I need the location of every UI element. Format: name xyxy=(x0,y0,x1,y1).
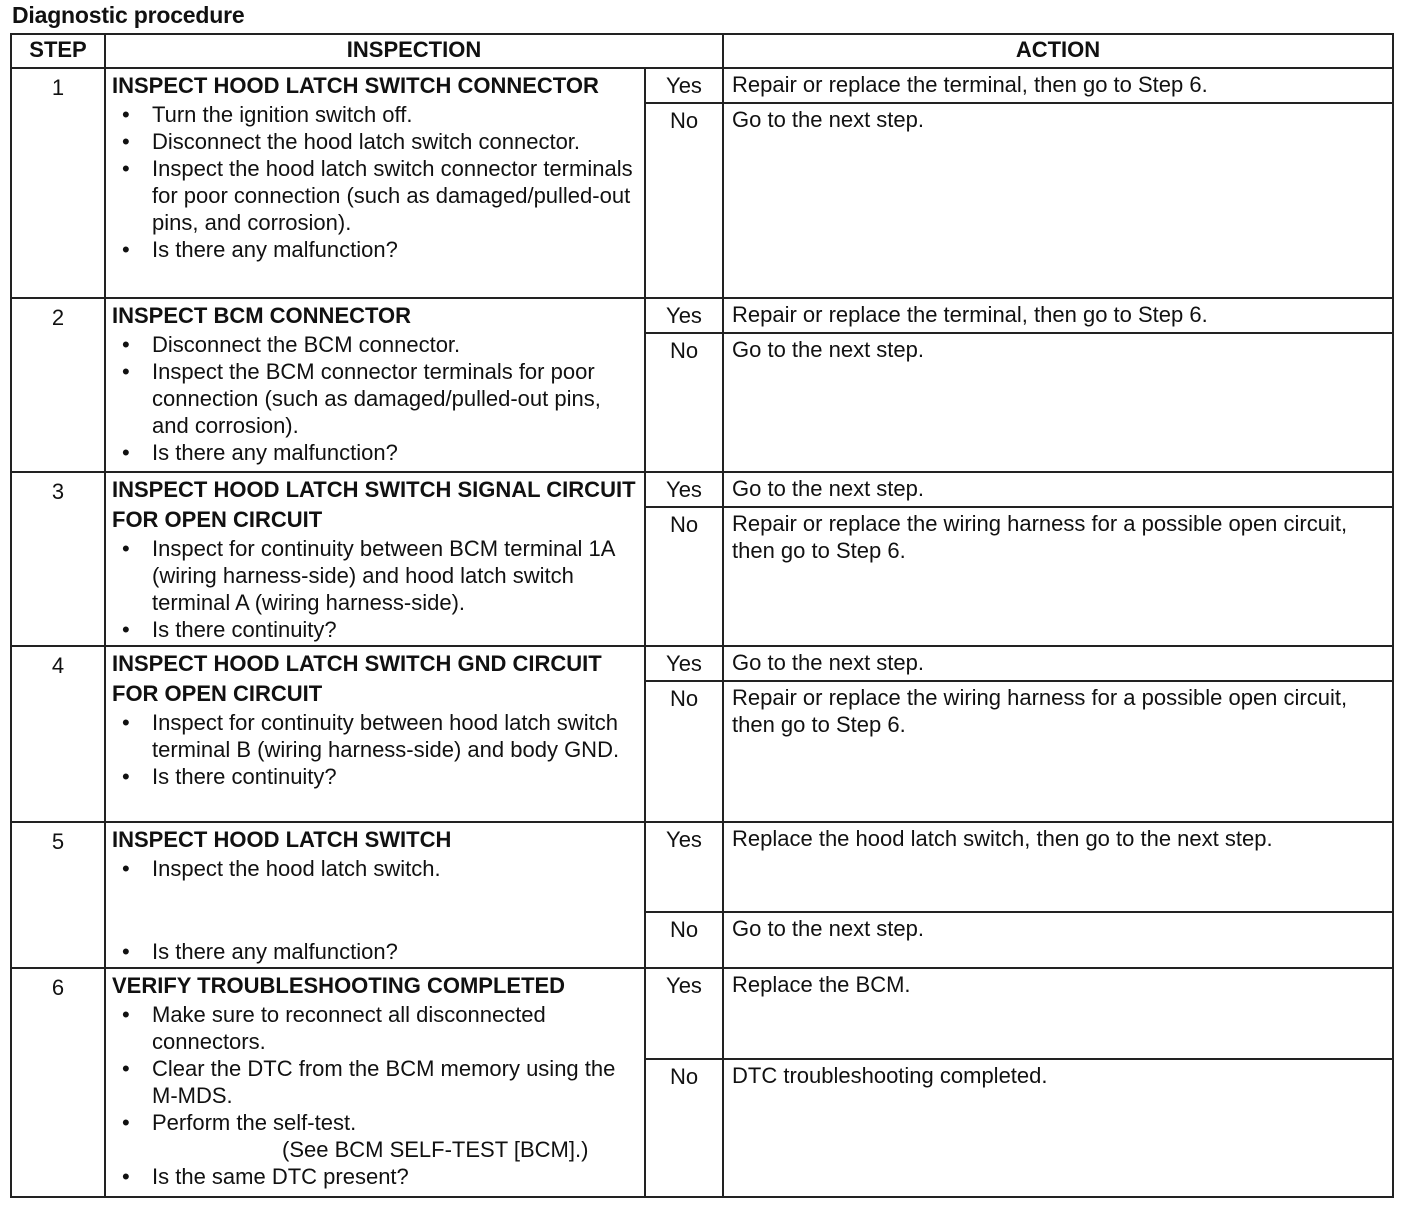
inspection-bullet: • Inspect for continuity between hood latch switch terminal B (wiring harness-side) and body GND. xyxy=(152,709,636,763)
step-number: 1 xyxy=(11,68,105,298)
yes-label: Yes xyxy=(645,472,723,507)
inspection-bullet xyxy=(152,1109,636,1163)
inspection-bullet: • Disconnect the hood latch switch connector. xyxy=(152,128,636,155)
inspection-bullet: • Inspect for continuity between BCM terminal 1A (wiring harness-side) and hood latch switch terminal A (wiring harness-side). xyxy=(152,535,636,616)
inspection-cell xyxy=(105,968,645,1197)
step-number: 3 xyxy=(11,472,105,646)
inspection-heading: INSPECT HOOD LATCH SWITCH SIGNAL CIRCUIT FOR OPEN CIRCUIT xyxy=(112,477,636,532)
no-action: Go to the next step. xyxy=(723,912,1393,968)
yes-action: Go to the next step. xyxy=(723,472,1393,507)
table-row xyxy=(11,68,1393,103)
step-number: 2 xyxy=(11,298,105,472)
inspection-cell xyxy=(105,822,645,968)
inspection-bullet: • Is there any malfunction? xyxy=(152,938,398,965)
inspection-bullet: • Make sure to reconnect all disconnected connectors. xyxy=(152,1001,636,1055)
yes-action: Repair or replace the terminal, then go to Step 6. xyxy=(723,298,1393,333)
inspection-heading: VERIFY TROUBLESHOOTING COMPLETED xyxy=(112,973,566,998)
inspection-bullet: • Is there any malfunction? xyxy=(152,439,636,466)
inspection-cell xyxy=(105,472,645,646)
diagnostic-table xyxy=(10,33,1394,1198)
no-action: DTC troubleshooting completed. xyxy=(723,1059,1393,1197)
yes-action: Replace the hood latch switch, then go to the next step. xyxy=(723,822,1393,912)
yes-label: Yes xyxy=(645,298,723,333)
see-reference: (See BCM SELF-TEST [BCM].) xyxy=(282,1137,589,1162)
no-action: Go to the next step. xyxy=(723,333,1393,472)
table-row xyxy=(11,822,1393,912)
no-action: Go to the next step. xyxy=(723,103,1393,298)
table-row xyxy=(11,968,1393,1059)
inspection-bullet: • Inspect the hood latch switch connector terminals for poor connection (such as damaged/pulled-out pins, and corrosion). xyxy=(152,155,636,236)
yes-label: Yes xyxy=(645,968,723,1059)
inspection-bullet: • Is there continuity? xyxy=(152,616,636,643)
inspection-bullet: • Turn the ignition switch off. xyxy=(152,101,636,128)
inspection-cell xyxy=(105,68,645,298)
no-label: No xyxy=(645,681,723,822)
no-action: Repair or replace the wiring harness for a possible open circuit, then go to Step 6. xyxy=(723,681,1393,822)
inspection-bullet: • Inspect the hood latch switch. xyxy=(152,855,636,882)
yes-label: Yes xyxy=(645,822,723,912)
inspection-heading: INSPECT HOOD LATCH SWITCH GND CIRCUIT FOR OPEN CIRCUIT xyxy=(112,651,602,706)
header-inspection: INSPECTION xyxy=(105,34,723,68)
inspection-heading: INSPECT BCM CONNECTOR xyxy=(112,303,412,328)
inspection-bullet: • Is there continuity? xyxy=(152,763,636,790)
table-row xyxy=(11,472,1393,507)
inspection-cell xyxy=(105,298,645,472)
no-label: No xyxy=(645,507,723,646)
inspection-bullet: • Clear the DTC from the BCM memory using the M-MDS. xyxy=(152,1055,636,1109)
inspection-bullet: • Inspect the BCM connector terminals for poor connection (such as damaged/pulled-out pins, and corrosion). xyxy=(152,358,636,439)
yes-label: Yes xyxy=(645,68,723,103)
inspection-cell xyxy=(105,646,645,822)
step-number: 6 xyxy=(11,968,105,1197)
inspection-bullet: • Is there any malfunction? xyxy=(152,236,636,263)
header-step: STEP xyxy=(11,34,105,68)
page-title: Diagnostic procedure xyxy=(12,2,245,28)
header-action: ACTION xyxy=(723,34,1393,68)
no-label: No xyxy=(645,103,723,298)
no-label: No xyxy=(645,333,723,472)
step-number: 5 xyxy=(11,822,105,968)
no-action: Repair or replace the wiring harness for a possible open circuit, then go to Step 6. xyxy=(723,507,1393,646)
inspection-heading: INSPECT HOOD LATCH SWITCH xyxy=(112,827,452,852)
inspection-bullet: • Is the same DTC present? xyxy=(152,1163,636,1190)
table-header-row xyxy=(11,34,1393,68)
yes-action: Go to the next step. xyxy=(723,646,1393,681)
yes-action: Repair or replace the terminal, then go to Step 6. xyxy=(723,68,1393,103)
table-row xyxy=(11,298,1393,333)
table-row xyxy=(11,646,1393,681)
inspection-bullet: • Disconnect the BCM connector. xyxy=(152,331,636,358)
step-number: 4 xyxy=(11,646,105,822)
no-label: No xyxy=(645,912,723,968)
yes-label: Yes xyxy=(645,646,723,681)
no-label: No xyxy=(645,1059,723,1197)
inspection-heading: INSPECT HOOD LATCH SWITCH CONNECTOR xyxy=(112,73,599,98)
yes-action: Replace the BCM. xyxy=(723,968,1393,1059)
inspection-bullet-text: Perform the self-test. xyxy=(152,1110,357,1135)
